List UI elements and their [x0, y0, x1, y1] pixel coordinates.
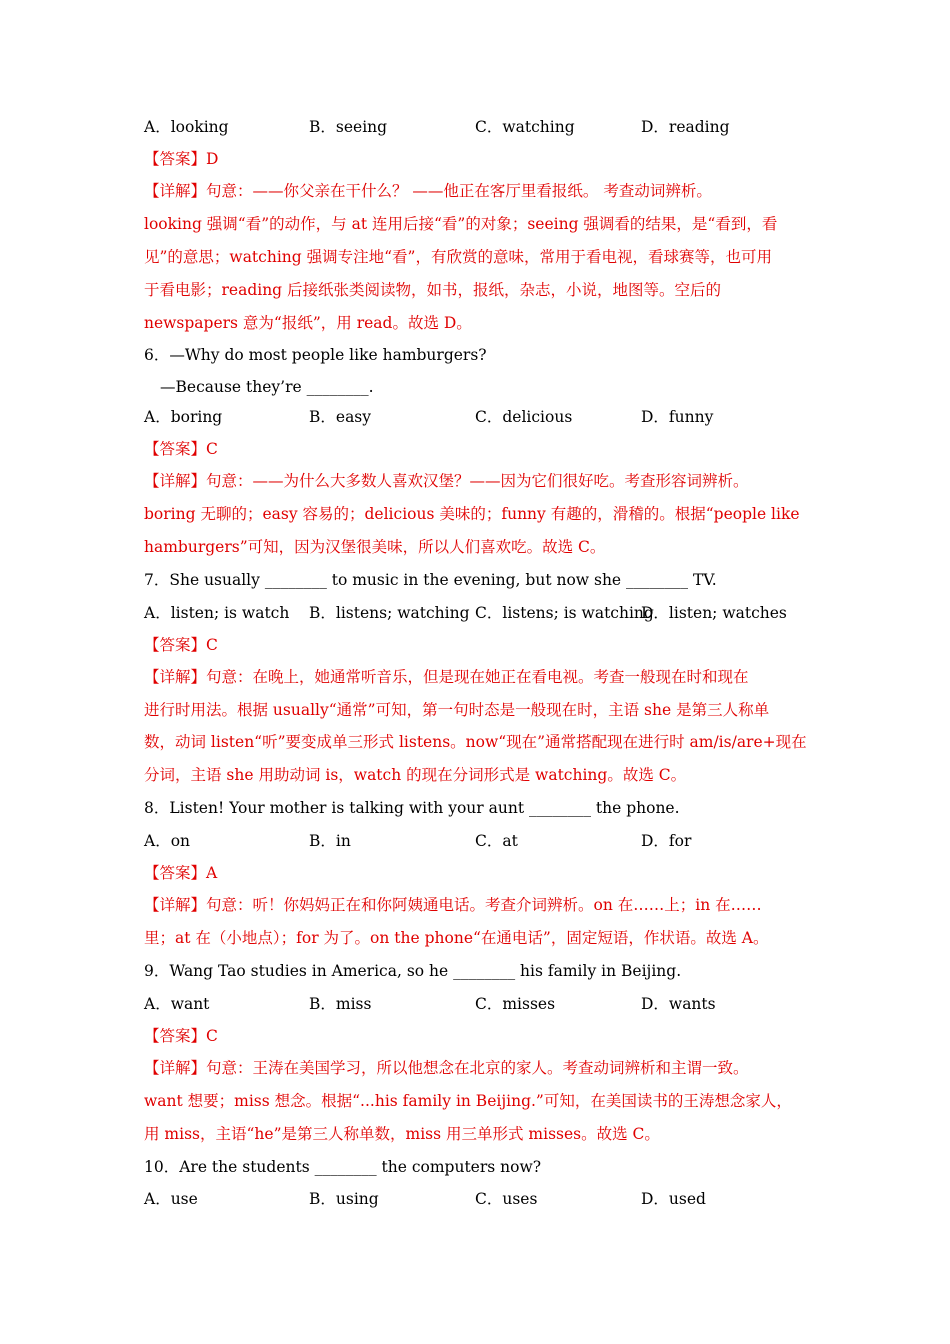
q5-option-a: A．looking [144, 118, 229, 136]
q7-option-c: C．listens; is watching [475, 604, 654, 622]
q8-explain-line: 【详解】句意：听！你妈妈正在和你阿姨通电话。考查介词辨析。on 在……上；in 在…… [144, 896, 762, 914]
q7-stem: 7．She usually ________ to music in the evening, but now she ________ TV. [144, 571, 717, 589]
q5-option-d: D．reading [641, 118, 730, 136]
q10-option-a: A．use [144, 1190, 198, 1208]
q8-option-b: B．in [309, 832, 351, 850]
q9-option-d: D．wants [641, 995, 716, 1013]
q9-explain-line: want 想要；miss 想念。根据“...his family in Beijing.”可知，在美国读书的王涛想念家人， [144, 1092, 792, 1110]
q5-option-c: C．watching [475, 118, 575, 136]
q8-option-c: C．at [475, 832, 518, 850]
q9-explain-line: 用 miss，主语“he”是第三人称单数，miss 用三单形式 misses。故选 C。 [144, 1125, 660, 1143]
q10-stem: 10．Are the students ________ the computers now? [144, 1158, 542, 1176]
q8-explain-line: 里；at 在（小地点）；for 为了。on the phone“在通电话”，固定短语，作状语。故选 A。 [144, 929, 769, 947]
q5-explain-line: 【详解】句意：——你父亲在干什么？ ——他正在客厅里看报纸。 考查动词辨析。 [144, 182, 712, 200]
q5-answer: 【答案】D [144, 150, 219, 168]
q8-option-d: D．for [641, 832, 692, 850]
q7-explain-line: 数，动词 listen“听”要变成单三形式 listens。now“现在”通常搭配现在进行时 am/is/are+现在 [144, 733, 807, 751]
q6-stem-response: —Because they’re ________. [160, 378, 374, 396]
q7-answer: 【答案】C [144, 636, 218, 654]
q5-explain-line: 于看电影；reading 后接纸张类阅读物，如书，报纸，杂志，小说，地图等。空后的 [144, 281, 722, 299]
q10-option-d: D．used [641, 1190, 706, 1208]
q6-option-b: B．easy [309, 408, 372, 426]
q6-explain-line: 【详解】句意：——为什么大多数人喜欢汉堡？——因为它们很好吃。考查形容词辨析。 [144, 472, 749, 490]
q6-option-c: C．delicious [475, 408, 573, 426]
q9-stem: 9．Wang Tao studies in America, so he ________ his family in Beijing. [144, 962, 682, 980]
q7-explain-line: 进行时用法。根据 usually“通常”可知，第一句时态是一般现在时，主语 she 是第三人称单 [144, 701, 770, 719]
q9-explain-line: 【详解】句意：王涛在美国学习，所以他想念在北京的家人。考查动词辨析和主谓一致。 [144, 1059, 749, 1077]
q9-option-a: A．want [144, 995, 210, 1013]
q6-option-d: D．funny [641, 408, 714, 426]
q5-explain-line: looking 强调“看”的动作，与 at 连用后接“看”的对象；seeing 强调看的结果，是“看到，看 [144, 215, 778, 233]
q7-option-d: D．listen; watches [641, 604, 787, 622]
q6-explain-line: boring 无聊的；easy 容易的；delicious 美味的；funny 有趣的，滑稽的。根据“people like [144, 505, 800, 523]
q10-option-b: B．using [309, 1190, 379, 1208]
q5-explain-line: 见”的意思；watching 强调专注地“看”，有欣赏的意味，常用于看电视，看球赛等，也可用 [144, 248, 772, 266]
q6-option-a: A．boring [144, 408, 223, 426]
q9-option-b: B．miss [309, 995, 372, 1013]
q5-option-b: B．seeing [309, 118, 388, 136]
q6-answer: 【答案】C [144, 440, 218, 458]
q8-stem: 8．Listen! Your mother is talking with your aunt ________ the phone. [144, 799, 680, 817]
q6-explain-line: hamburgers”可知，因为汉堡很美味，所以人们喜欢吃。故选 C。 [144, 538, 606, 556]
q10-option-c: C．uses [475, 1190, 538, 1208]
q5-explain-line: newspapers 意为“报纸”，用 read。故选 D。 [144, 314, 472, 332]
q7-explain-line: 分词，主语 she 用助动词 is，watch 的现在分词形式是 watching。故选 C。 [144, 766, 687, 784]
q7-option-b: B．listens; watching [309, 604, 470, 622]
q8-answer: 【答案】A [144, 864, 218, 882]
q8-option-a: A．on [144, 832, 191, 850]
q7-option-a: A．listen; is watch [144, 604, 290, 622]
q9-answer: 【答案】C [144, 1027, 218, 1045]
q9-option-c: C．misses [475, 995, 556, 1013]
q7-explain-line: 【详解】句意：在晚上，她通常听音乐，但是现在她正在看电视。考查一般现在时和现在 [144, 668, 749, 686]
q6-stem: 6．—Why do most people like hamburgers? [144, 346, 487, 364]
